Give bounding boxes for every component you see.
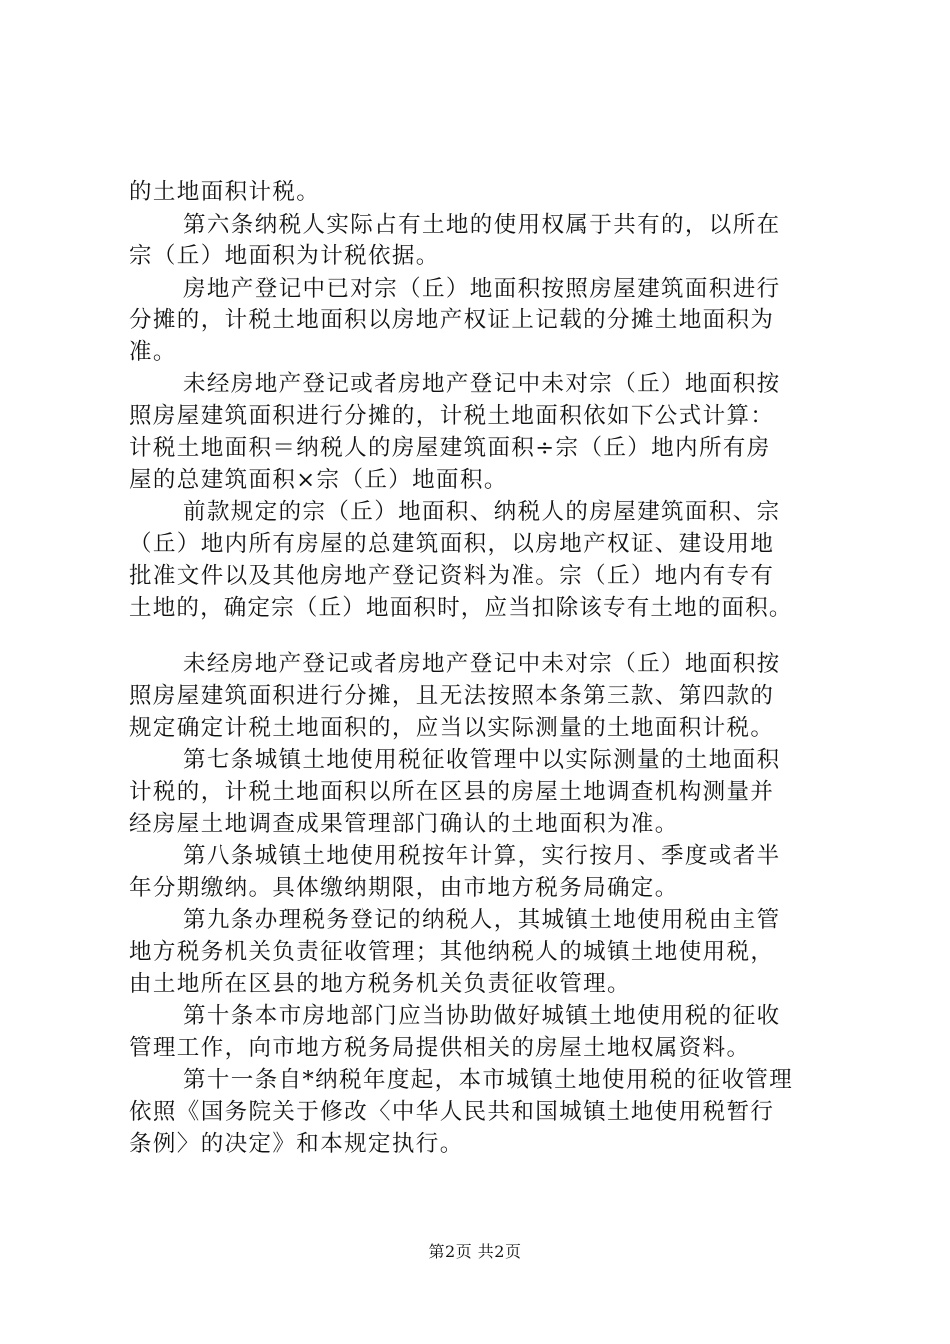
text-line: 经房屋土地调查成果管理部门确认的土地面积为准。 — [129, 811, 679, 837]
text-line: 照房屋建筑面积进行分摊的，计税土地面积依如下公式计算： — [129, 403, 775, 429]
text-line: 土地的，确定宗（丘）地面积时，应当扣除该专有土地的面积。 — [129, 595, 793, 621]
text-line: 依照《国务院关于修改〈中华人民共和国城镇土地使用税暂行 — [129, 1099, 775, 1125]
text-line: 计税的，计税土地面积以所在区县的房屋土地调查机构测量并 — [129, 779, 775, 805]
text-line: 第七条城镇土地使用税征收管理中以实际测量的土地面积 — [183, 747, 781, 773]
text-line: 未经房地产登记或者房地产登记中未对宗（丘）地面积按 — [183, 371, 781, 397]
text-line: 未经房地产登记或者房地产登记中未对宗（丘）地面积按 — [183, 651, 781, 677]
text-line: 计税土地面积＝纳税人的房屋建筑面积÷宗（丘）地内所有房 — [129, 435, 771, 461]
text-line: 第十条本市房地部门应当协助做好城镇土地使用税的征收 — [183, 1003, 781, 1029]
text-line: 分摊的，计税土地面积以房地产权证上记载的分摊土地面积为 — [129, 307, 775, 333]
text-line: 管理工作，向市地方税务局提供相关的房屋土地权属资料。 — [129, 1035, 751, 1061]
text-line: 准。 — [129, 339, 177, 365]
text-line: 第九条办理税务登记的纳税人，其城镇土地使用税由主管 — [183, 907, 781, 933]
text-line: 第六条纳税人实际占有土地的使用权属于共有的，以所在 — [183, 212, 781, 238]
text-line: 条例〉的决定》和本规定执行。 — [129, 1131, 464, 1157]
text-line: 规定确定计税土地面积的，应当以实际测量的土地面积计税。 — [129, 715, 775, 741]
text-line: 由土地所在区县的地方税务机关负责征收管理。 — [129, 971, 631, 997]
text-line: 照房屋建筑面积进行分摊，且无法按照本条第三款、第四款的 — [129, 683, 775, 709]
page-number-footer: 第2页 共2页 — [428, 1242, 522, 1261]
text-line: 屋的总建筑面积×宗（丘）地面积。 — [129, 467, 508, 493]
text-line: 地方税务机关负责征收管理；其他纳税人的城镇土地使用税， — [129, 939, 775, 965]
text-line: 批准文件以及其他房地产登记资料为准。宗（丘）地内有专有 — [129, 563, 775, 589]
text-line: 年分期缴纳。具体缴纳期限，由市地方税务局确定。 — [129, 875, 679, 901]
text-line: 的土地面积计税。 — [129, 179, 321, 205]
text-line: 宗（丘）地面积为计税依据。 — [129, 243, 440, 269]
text-line: （丘）地内所有房屋的总建筑面积，以房地产权证、建设用地 — [129, 531, 775, 557]
text-line: 第十一条自*纳税年度起，本市城镇土地使用税的征收管理 — [183, 1067, 794, 1093]
text-line: 房地产登记中已对宗（丘）地面积按照房屋建筑面积进行 — [183, 276, 781, 302]
text-line: 第八条城镇土地使用税按年计算，实行按月、季度或者半 — [183, 843, 781, 869]
text-line: 前款规定的宗（丘）地面积、纳税人的房屋建筑面积、宗 — [183, 499, 781, 525]
